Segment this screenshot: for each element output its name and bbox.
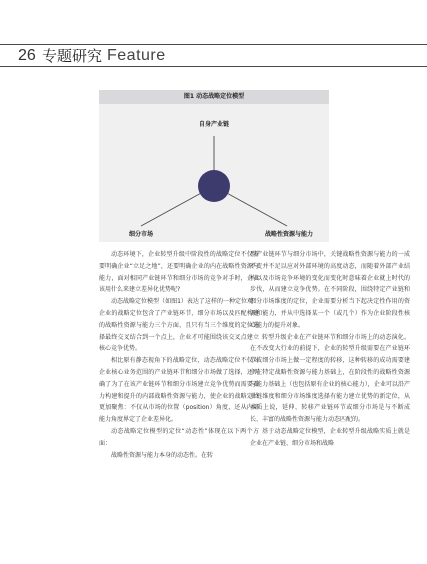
section-title-chinese: 专题研究: [42, 47, 103, 65]
section-title-english: Feature: [107, 47, 166, 64]
paragraph: 型产业链环节与细分市场中，关键战略性资源与能力的一成不变并不足以应对外部环境的高度动态，而随着外部产业结构以及市场竞争环境的变化而变化时意味着企业就上时代的步伐，从而建立竞争优势。在不同阶段，围绕特定产业链和细分市场维度的定位，企业需要分析当下起决定性作用的资源和能力，并从中选择某一个（或几个）作为企业阶段性核心能力的提升对象。: [250, 251, 410, 329]
header-top-rule: [0, 44, 427, 45]
page-number: 26: [18, 47, 36, 64]
intersection-circle: [198, 170, 230, 202]
dynamic-strategy-diagram: [99, 104, 329, 242]
paragraph: 动态战略定位模型的定位“动态性”体现在以下两个方面：: [99, 427, 259, 447]
paragraph: 转型升级企业在产业链环节和细分市场上的动态演化。在不改变大行业的前提下，企业的转型升级需要在产业链环节或细分市场上做一定程度的转移，这种转移的成功需要建立在特定战略性资源与能力基础上，在阶段性的战略性资源与能力基础上（也包括原有企业的核心能力），企业可以沿产业链维度和细分市场维度选择有能力建立优势的新定位，从本质上说，延伸、转移产业链环节或细分市场是与不断成长、丰富的战略性资源与能力动态匹配的。: [250, 333, 410, 424]
paragraph: 战略性资源与能力本身的动态性。在转: [111, 451, 214, 459]
paragraph: 动态环境下，企业转型升级中阶段性的战略定位不仅需要明确企业“立足之地”，还要明确企业的内在战略性资源与能力，面对相同产业链环节和细分市场的竞争对手时，企业该用什么来建立差异化优势呢?: [99, 251, 259, 294]
body-left-column: [99, 249, 259, 461]
header-bottom-rule: [0, 66, 427, 67]
body-right-column: [250, 249, 410, 450]
figure-title: 图1 动态战略定位模型: [99, 90, 329, 104]
paragraph: 动态战略定位模型（如图1）表达了这样的一种定位观：企业的战略定位包含了产业链环节、细分市场以及匹配构建的战略性资源与能力三个方面，且只有当三个维度的定位选择最终交叉结合到一个点上，企业才可能围绕该交叉点建立核心竞争优势。: [99, 298, 259, 353]
paragraph: 相比原有静态视角下的战略定位，动态战略定位不仅对企业核心业务范围的产业链环节和细分市场做了选择，还明确了为了在该产业链环节和细分市场建立竞争优势而需要着力构建和提升的内部战略性资源与能力，使企业的战略定位更加聚焦：不仅从市场的位置（position）角度，还从内部能力角度界定了企业差异化。: [99, 357, 259, 424]
label-market-segment: 细分市场: [128, 231, 154, 238]
paragraph: 基于动态战略定位模型，企业转型升级战略实质上就是企业在产业链、细分市场和战略: [250, 427, 410, 447]
label-industry-chain: 自身产业链: [198, 121, 230, 128]
label-strategic-resources: 战略性资源与能力: [264, 231, 314, 238]
